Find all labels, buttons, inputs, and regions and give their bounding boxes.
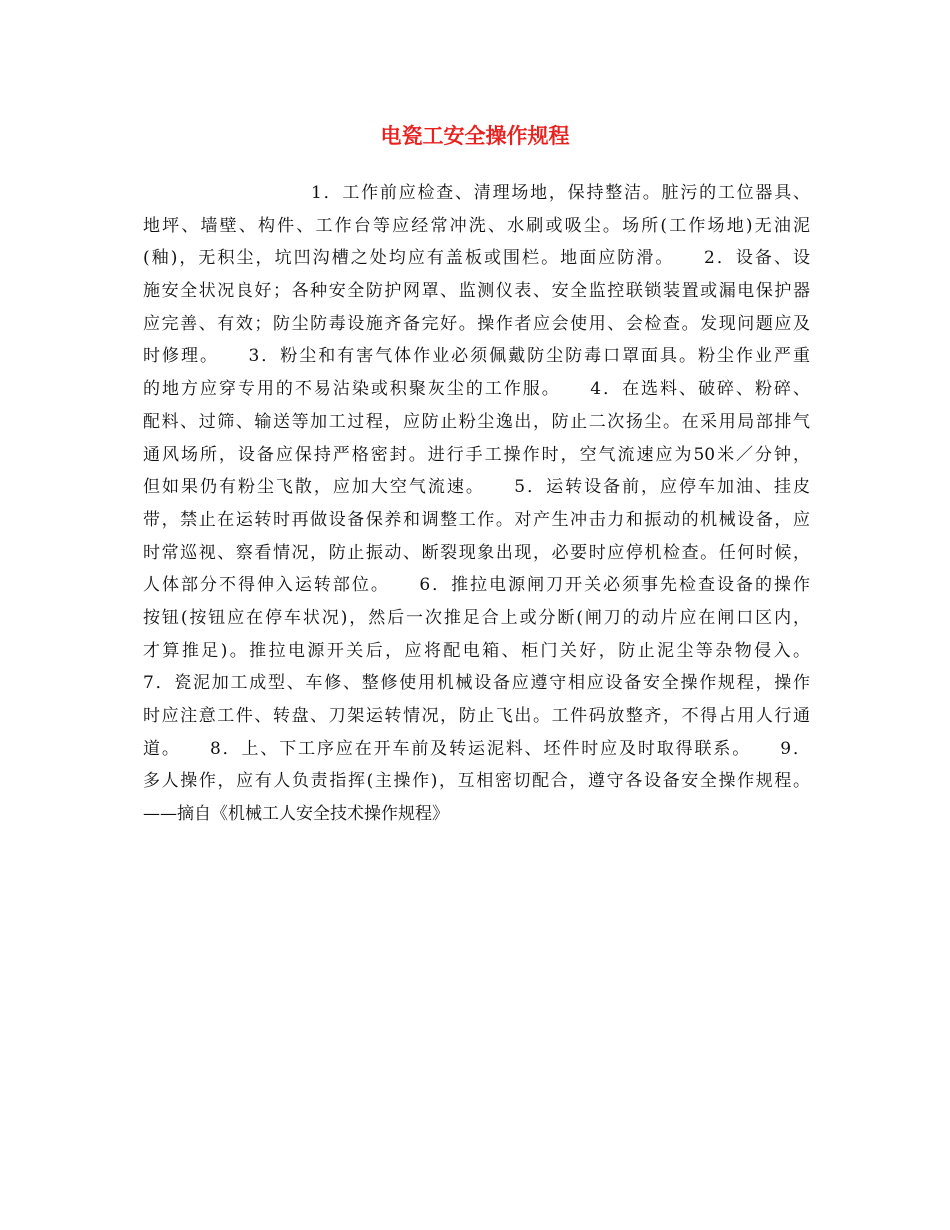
body-line: 时常巡视、察看情况，防止振动、断裂现象出现，必要时应停机检查。任何时候， xyxy=(143,542,810,563)
body-line: 才算推足)。推拉电源开关后，应将配电箱、柜门关好，防止泥尘等杂物侵入。 xyxy=(143,640,810,661)
body-line: 7．瓷泥加工成型、车修、整修使用机械设备应遵守相应设备安全操作规程，操作 xyxy=(143,673,810,694)
body-line: 人体部分不得伸入运转部位。 6．推拉电源闸刀开关必须事先检查设备的操作 xyxy=(143,575,810,596)
body-line: 地坪、墙壁、构件、工作台等应经常冲洗、水刷或吸尘。场所(工作场地)无油泥 xyxy=(143,215,810,236)
document-body xyxy=(143,177,810,831)
body-line: 带，禁止在运转时再做设备保养和调整工作。对产生冲击力和振动的机械设备，应 xyxy=(143,509,810,530)
body-line: 多人操作，应有人负责指挥(主操作)，互相密切配合，遵守各设备安全操作规程。 xyxy=(143,771,810,792)
body-line: 但如果仍有粉尘飞散，应加大空气流速。 5．运转设备前，应停车加油、挂皮 xyxy=(143,477,810,498)
source-citation: ——摘自《机械工人安全技术操作规程》 xyxy=(143,804,449,825)
body-line: 配料、过筛、输送等加工过程，应防止粉尘逸出，防止二次扬尘。在采用局部排气 xyxy=(143,411,810,432)
body-line: 的地方应穿专用的不易沾染或积聚灰尘的工作服。 4．在选料、破碎、粉碎、 xyxy=(143,379,810,400)
body-line: 时修理。 3．粉尘和有害气体作业必须佩戴防尘防毒口罩面具。粉尘作业严重 xyxy=(143,346,810,367)
body-line: 道。 8．上、下工序应在开车前及转运泥料、坯件时应及时取得联系。 9． xyxy=(143,738,810,759)
body-line: (釉)，无积尘，坑凹沟槽之处均应有盖板或围栏。地面应防滑。 2．设备、设 xyxy=(143,248,810,269)
body-line: 按钮(按钮应在停车状况)，然后一次推足合上或分断(闸刀的动片应在闸口区内， xyxy=(143,607,810,628)
body-line: 应完善、有效；防尘防毒设施齐备完好。操作者应会使用、会检查。发现问题应及 xyxy=(143,313,810,334)
body-line: 施安全状况良好；各种安全防护网罩、监测仪表、安全监控联锁装置或漏电保护器 xyxy=(143,281,810,302)
document-title: 电瓷工安全操作规程 xyxy=(380,123,570,148)
body-line: 1．工作前应检查、清理场地，保持整洁。脏污的工位器具、 xyxy=(311,183,810,203)
body-line: 通风场所，设备应保持严格密封。进行手工操作时，空气流速应为50米／分钟， xyxy=(143,444,810,465)
body-line: 时应注意工件、转盘、刀架运转情况，防止飞出。工件码放整齐，不得占用人行通 xyxy=(143,706,810,726)
